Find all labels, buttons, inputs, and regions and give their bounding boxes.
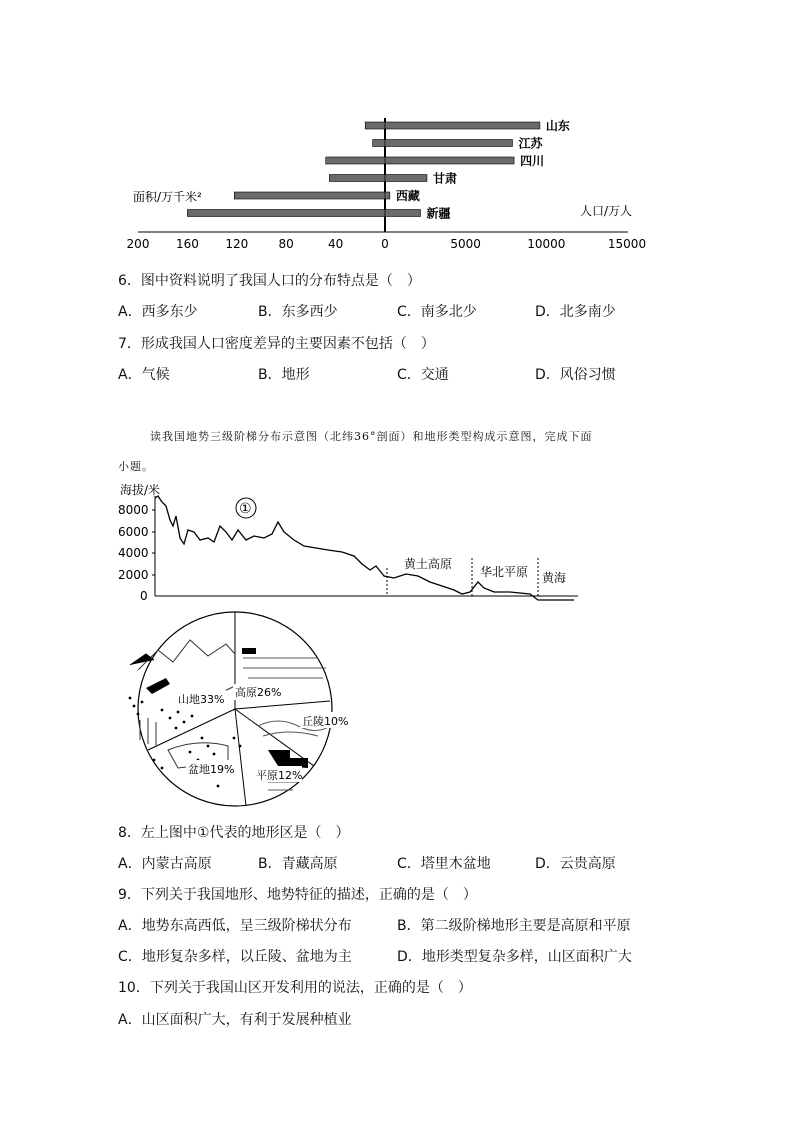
sketch-dot bbox=[175, 727, 178, 730]
question-7: 7．形成我国人口密度差异的主要因素不包括（ ） bbox=[118, 336, 435, 352]
sketch-dot bbox=[201, 737, 204, 740]
population-bar bbox=[385, 157, 514, 164]
q6-option-a[interactable]: A．西多东少 bbox=[118, 304, 198, 320]
sketch-dot bbox=[141, 701, 144, 704]
q10-option-a[interactable]: A．山区面积广大，有利于发展种植业 bbox=[118, 1012, 352, 1028]
ytick-0: 0 bbox=[140, 589, 148, 603]
q6-option-d[interactable]: D．北多南少 bbox=[535, 304, 616, 320]
q9-option-c[interactable]: C．地形复杂多样，以丘陵、盆地为主 bbox=[118, 949, 352, 965]
area-bar bbox=[373, 140, 385, 147]
q8-option-c[interactable]: C．塔里木盆地 bbox=[397, 856, 491, 872]
pie-label-plain: 平原12% bbox=[256, 769, 303, 782]
population-bar bbox=[385, 210, 420, 217]
population-bar bbox=[385, 122, 540, 129]
area-tick-label: 40 bbox=[327, 237, 344, 251]
province-label: 甘肃 bbox=[432, 171, 457, 186]
sketch-dot bbox=[217, 785, 220, 788]
province-label: 山东 bbox=[545, 119, 570, 133]
question-6: 6．图中资料说明了我国人口的分布特点是（ ） bbox=[118, 273, 421, 289]
sketch-dot bbox=[239, 745, 242, 748]
question-10: 10．下列关于我国山区开发利用的说法，正确的是（ ） bbox=[118, 980, 472, 996]
sketch-dot bbox=[161, 709, 164, 712]
terrain-type-pie bbox=[118, 610, 358, 810]
area-bar bbox=[365, 122, 385, 129]
area-bar bbox=[326, 157, 385, 164]
marker-label: ① bbox=[239, 501, 252, 517]
sketch-dot bbox=[153, 759, 156, 762]
area-tick-label: 120 bbox=[225, 237, 249, 251]
pie-label-plateau: 高原26% bbox=[235, 686, 282, 699]
sketch-dot bbox=[191, 715, 194, 718]
pie-label-hills: 丘陵10% bbox=[302, 715, 349, 728]
sketch-dot bbox=[189, 751, 192, 754]
sketch-dot bbox=[213, 753, 216, 756]
sketch-dot bbox=[161, 767, 164, 770]
area-bar bbox=[187, 210, 385, 217]
province-label: 新疆 bbox=[426, 206, 451, 221]
q7-option-d[interactable]: D．风俗习惯 bbox=[535, 367, 616, 383]
q9-option-d[interactable]: D．地形类型复杂多样，山区面积广大 bbox=[397, 949, 632, 965]
area-bar bbox=[234, 192, 385, 199]
area-bar bbox=[329, 175, 385, 182]
ytick-8000: 8000 bbox=[118, 503, 149, 517]
population-axis-label: 人口/万人 bbox=[580, 204, 633, 218]
population-tick-label: 5000 bbox=[450, 237, 481, 251]
province-bar-chart bbox=[118, 100, 658, 260]
sketch-dot bbox=[233, 737, 236, 740]
area-axis-label: 面积/万千米² bbox=[133, 190, 202, 204]
sketch-dot bbox=[133, 705, 136, 708]
sketch-dot bbox=[169, 717, 172, 720]
pie-label-basin: 盆地19% bbox=[188, 763, 235, 776]
intro-line-2: 小题。 bbox=[118, 460, 154, 473]
terrain-profile-line bbox=[155, 496, 574, 600]
q9-option-b[interactable]: B．第二级阶梯地形主要是高原和平原 bbox=[397, 918, 631, 934]
ytick-2000: 2000 bbox=[118, 568, 149, 582]
area-tick-label: 80 bbox=[278, 237, 294, 251]
profile-y-label: 海拔/米 bbox=[120, 483, 161, 497]
pie-label-mountain: 山地33% bbox=[178, 693, 225, 706]
area-tick-label: 160 bbox=[175, 237, 199, 251]
question-8: 8．左上图中①代表的地形区是（ ） bbox=[118, 825, 350, 841]
region-loess-plateau: 黄土高原 bbox=[404, 557, 453, 571]
region-yellow-sea: 黄海 bbox=[542, 571, 567, 585]
q7-option-a[interactable]: A．气候 bbox=[118, 367, 170, 383]
sketch-dot bbox=[137, 713, 140, 716]
population-tick-label: 15000 bbox=[607, 237, 647, 251]
q9-option-a[interactable]: A．地势东高西低，呈三级阶梯状分布 bbox=[118, 918, 352, 934]
population-bar bbox=[385, 140, 512, 147]
q6-option-c[interactable]: C．南多北少 bbox=[397, 304, 477, 320]
q8-option-a[interactable]: A．内蒙古高原 bbox=[118, 856, 212, 872]
sketch-dot bbox=[207, 745, 210, 748]
q8-option-d[interactable]: D．云贵高原 bbox=[535, 856, 616, 872]
province-label: 江苏 bbox=[518, 136, 543, 151]
population-bar bbox=[385, 192, 390, 199]
sketch-dot bbox=[177, 711, 180, 714]
question-9: 9．下列关于我国地形、地势特征的描述，正确的是（ ） bbox=[118, 887, 477, 903]
province-label: 四川 bbox=[520, 154, 545, 168]
sketch-dot bbox=[183, 721, 186, 724]
q7-option-b[interactable]: B．地形 bbox=[258, 367, 310, 383]
q6-option-b[interactable]: B．东多西少 bbox=[258, 304, 338, 320]
q7-option-c[interactable]: C．交通 bbox=[397, 367, 449, 383]
area-tick-label: 200 bbox=[126, 237, 150, 251]
area-tick-label: 0 bbox=[381, 237, 389, 251]
province-label: 西藏 bbox=[395, 189, 420, 203]
sketch-dot bbox=[129, 697, 132, 700]
ytick-4000: 4000 bbox=[118, 546, 149, 560]
ytick-6000: 6000 bbox=[118, 525, 149, 539]
population-bar bbox=[385, 175, 427, 182]
q8-option-b[interactable]: B．青藏高原 bbox=[258, 856, 338, 872]
intro-line-1: 读我国地势三级阶梯分布示意图（北纬36°剖面）和地形类型构成示意图，完成下面 bbox=[150, 430, 593, 443]
region-north-china-plain: 华北平原 bbox=[480, 565, 529, 579]
elevation-profile bbox=[118, 478, 588, 608]
population-tick-label: 10000 bbox=[527, 237, 566, 251]
